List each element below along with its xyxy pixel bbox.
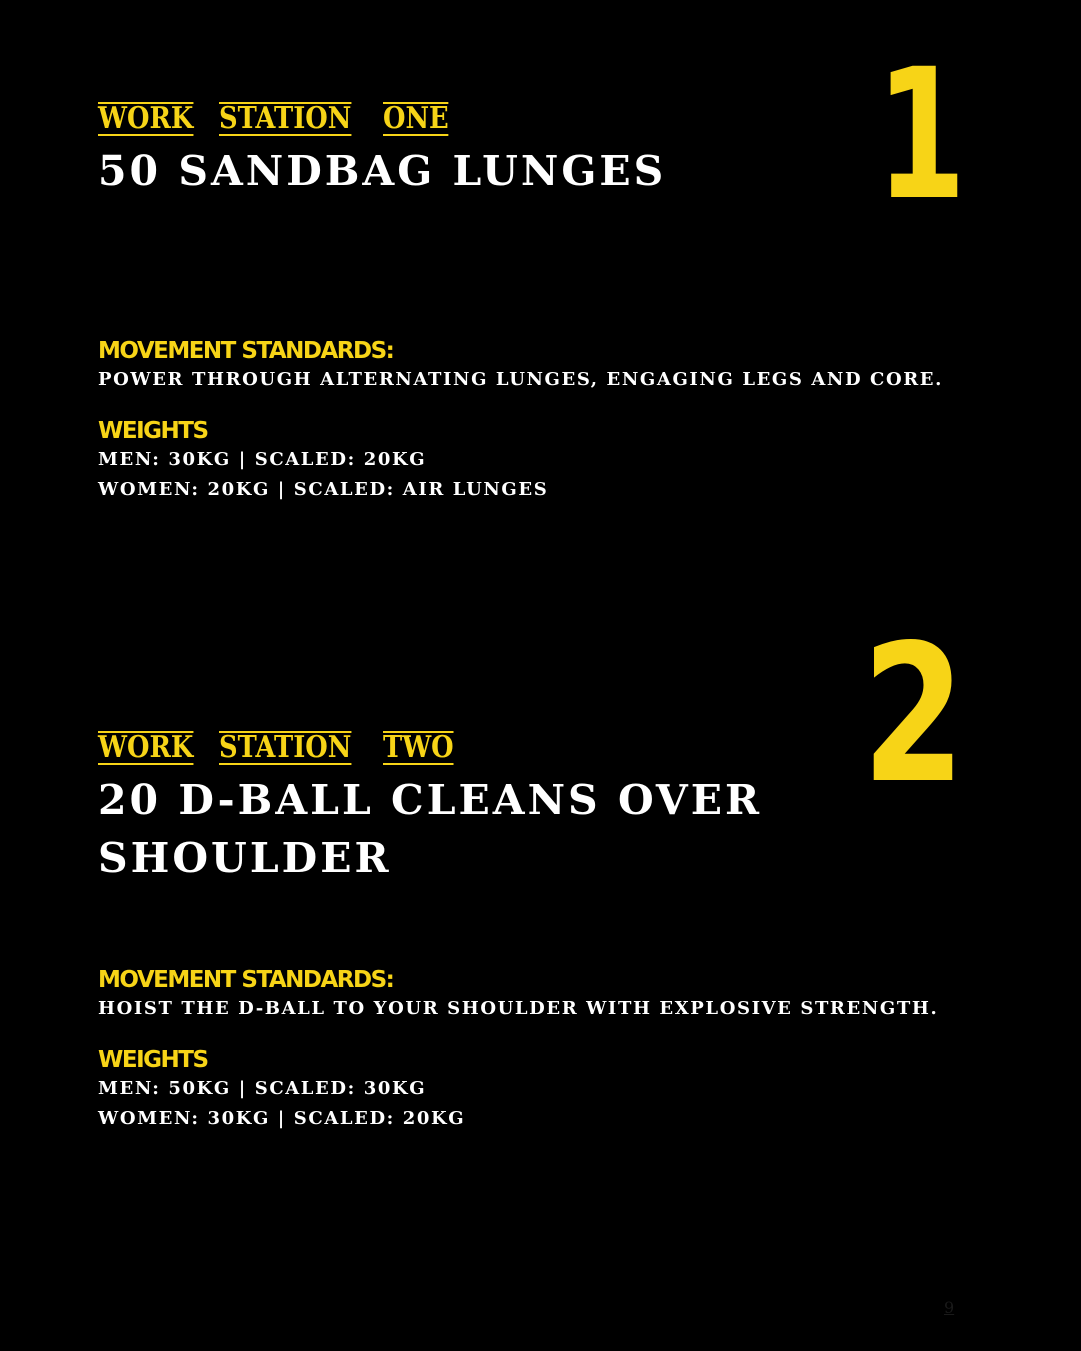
work-station-one (98, 100, 998, 500)
weights-section (98, 1046, 938, 1134)
station-label-word: STATION (218, 101, 352, 136)
weights-heading: WEIGHTS (98, 1047, 208, 1073)
movement-standards-heading: MOVEMENT STANDARDS: (98, 967, 394, 993)
movement-standards-text: HOIST THE D-BALL TO YOUR SHOULDER WITH EXPLOSIVE STRENGTH. (98, 998, 939, 1019)
station-details (98, 337, 943, 505)
station-label-word: STATION (218, 730, 352, 765)
station-number-two: 2 (862, 604, 966, 825)
weights-heading: WEIGHTS (98, 418, 208, 444)
page-number: 9 (944, 1298, 955, 1317)
station-label (98, 100, 998, 138)
station-label-word: WORK (98, 101, 194, 136)
station-label-word: TWO (382, 730, 454, 765)
weights-women: WOMEN: 20KG | SCALED: AIR LUNGES (98, 479, 549, 500)
weights-section (98, 417, 943, 505)
station-label-word: ONE (382, 101, 449, 136)
station-label-word: WORK (98, 730, 194, 765)
station-number-one: 1 (876, 31, 967, 240)
weights-women: WOMEN: 30KG | SCALED: 20KG (98, 1108, 466, 1129)
weights-men: MEN: 30KG | SCALED: 20KG (98, 449, 427, 470)
station-title: 20 D-BALL CLEANS OVER SHOULDER (98, 776, 763, 882)
movement-standards-text: POWER THROUGH ALTERNATING LUNGES, ENGAGING LEGS AND CORE. (98, 369, 943, 390)
weights-men: MEN: 50KG | SCALED: 30KG (98, 1078, 427, 1099)
station-details (98, 966, 938, 1134)
station-title: 50 SANDBAG LUNGES (98, 147, 667, 195)
movement-standards-heading: MOVEMENT STANDARDS: (98, 338, 394, 364)
